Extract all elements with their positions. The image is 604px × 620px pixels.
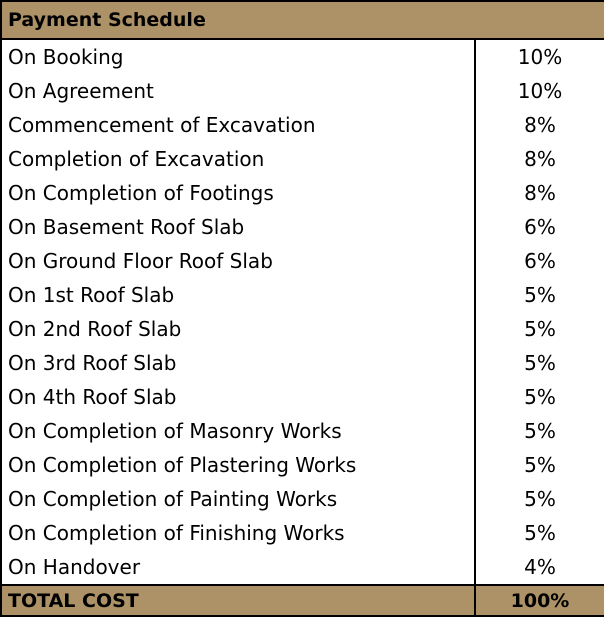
table-row xyxy=(1,39,604,74)
table-row xyxy=(1,516,604,550)
stage-percentage: 10% xyxy=(475,39,604,74)
stage-label: On Completion of Finishing Works xyxy=(1,516,475,550)
table-row xyxy=(1,312,604,346)
stage-percentage: 5% xyxy=(475,414,604,448)
stage-percentage: 6% xyxy=(475,244,604,278)
stage-label: On Booking xyxy=(1,39,475,74)
stage-label: On Completion of Masonry Works xyxy=(1,414,475,448)
total-value: 100% xyxy=(475,585,604,616)
table-row xyxy=(1,550,604,585)
table-row xyxy=(1,74,604,108)
stage-label: On 1st Roof Slab xyxy=(1,278,475,312)
table-row xyxy=(1,482,604,516)
stage-percentage: 6% xyxy=(475,210,604,244)
table-row xyxy=(1,108,604,142)
stage-percentage: 5% xyxy=(475,516,604,550)
stage-label: Commencement of Excavation xyxy=(1,108,475,142)
table-row xyxy=(1,448,604,482)
total-row xyxy=(1,585,604,616)
stage-percentage: 10% xyxy=(475,74,604,108)
table-row xyxy=(1,380,604,414)
stage-label: On Ground Floor Roof Slab xyxy=(1,244,475,278)
table-row xyxy=(1,414,604,448)
stage-percentage: 4% xyxy=(475,550,604,585)
table-row xyxy=(1,210,604,244)
stage-label: On 3rd Roof Slab xyxy=(1,346,475,380)
stage-label: On Completion of Plastering Works xyxy=(1,448,475,482)
stage-label: On Handover xyxy=(1,550,475,585)
stage-percentage: 5% xyxy=(475,312,604,346)
stage-label: On Completion of Footings xyxy=(1,176,475,210)
table-row xyxy=(1,142,604,176)
total-label: TOTAL COST xyxy=(1,585,475,616)
table-row xyxy=(1,176,604,210)
table-row xyxy=(1,346,604,380)
stage-percentage: 5% xyxy=(475,278,604,312)
table-header-row xyxy=(1,1,604,39)
stage-label: On Completion of Painting Works xyxy=(1,482,475,516)
stage-label: Completion of Excavation xyxy=(1,142,475,176)
stage-percentage: 8% xyxy=(475,176,604,210)
stage-percentage: 5% xyxy=(475,448,604,482)
stage-label: On Basement Roof Slab xyxy=(1,210,475,244)
stage-label: On Agreement xyxy=(1,74,475,108)
stage-percentage: 8% xyxy=(475,142,604,176)
stage-percentage: 5% xyxy=(475,380,604,414)
table-row xyxy=(1,244,604,278)
stage-label: On 2nd Roof Slab xyxy=(1,312,475,346)
stage-percentage: 8% xyxy=(475,108,604,142)
table-row xyxy=(1,278,604,312)
stage-percentage: 5% xyxy=(475,482,604,516)
stage-label: On 4th Roof Slab xyxy=(1,380,475,414)
stage-percentage: 5% xyxy=(475,346,604,380)
table-title: Payment Schedule xyxy=(1,1,604,39)
